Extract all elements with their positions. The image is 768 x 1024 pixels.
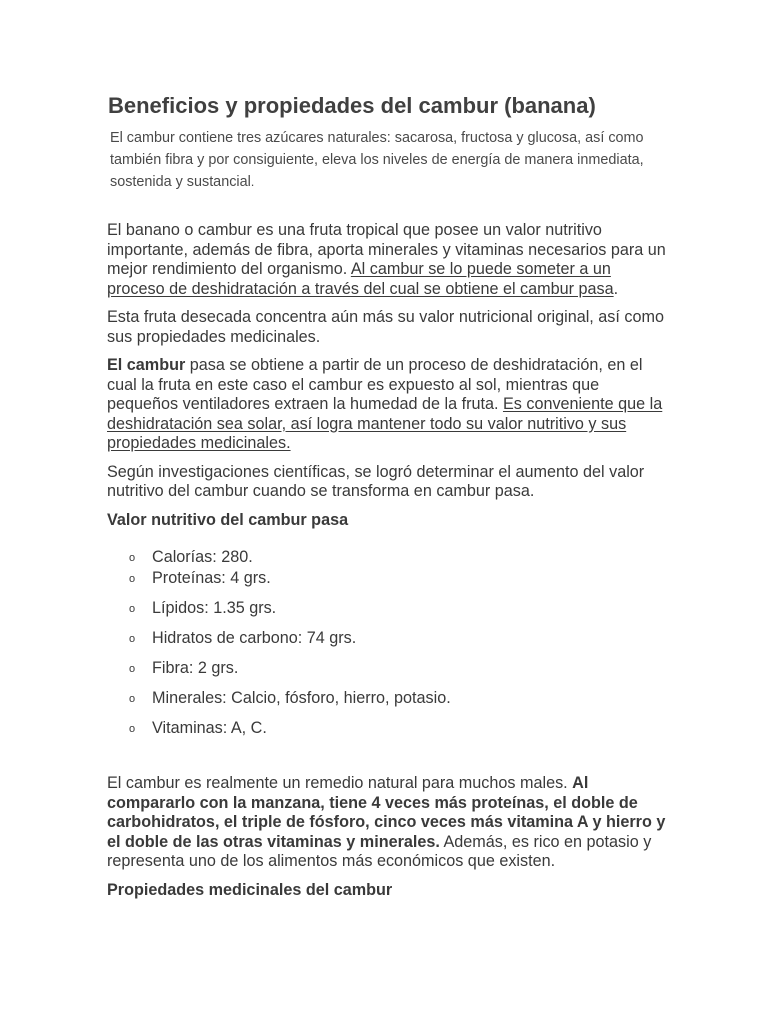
- paragraph-research: Según investigaciones científicas, se logró determinar el aumento del valor nutritivo del cambur cuando se transforma en cambur pasa.: [107, 462, 645, 500]
- paragraph-process: [107, 356, 667, 454]
- document-title: Beneficios y propiedades del cambur (banana): [108, 93, 596, 118]
- solar-dehydration-link[interactable]: Es conveniente que la deshidratación sea solar, así logra mantener todo su valor nutritivo y sus propiedades medicinales.: [107, 395, 663, 452]
- list-item-text: Calorías: 280.: [152, 548, 253, 566]
- bullet-marker: o: [129, 662, 136, 675]
- bullet-marker: o: [129, 632, 136, 645]
- section-heading-nutritional: Valor nutritivo del cambur pasa: [107, 510, 349, 529]
- bullet-marker: o: [129, 552, 136, 564]
- paragraph-remedy-end: Además, es rico en potasio y representa uno de los alimentos más económicos que existen.: [107, 832, 652, 870]
- paragraph-remedy-text: El cambur es realmente un remedio natural para muchos males.: [107, 774, 573, 792]
- list-item-text: Lípidos: 1.35 grs.: [152, 598, 277, 617]
- list-item: [107, 599, 667, 619]
- lead-period: .: [250, 174, 255, 189]
- list-item: [107, 689, 667, 709]
- paragraph-dried-fruit: Esta fruta desecada concentra aún más su valor nutricional original, así como sus propiedades medicinales.: [107, 308, 664, 346]
- list-item-text: Fibra: 2 grs.: [152, 658, 239, 677]
- paragraph-intro: [107, 221, 667, 299]
- paragraph-intro-end: .: [613, 279, 619, 298]
- process-bold-term: El cambur: [107, 356, 186, 374]
- list-item-text: Vitaminas: A, C.: [152, 718, 267, 737]
- list-item-text: Hidratos de carbono: 74 grs.: [152, 628, 357, 647]
- document-page: [107, 92, 667, 900]
- lead-text: El cambur contiene tres azúcares naturales: sacarosa, fructosa y glucosa, así como también fibra y por consiguiente, eleva los niveles de energía de manera inmediata, sostenida y sustancial: [110, 130, 644, 190]
- closing-section: [107, 774, 667, 900]
- lead-summary: [110, 127, 658, 193]
- paragraph-intro-text: El banano o cambur es una fruta tropical que posee un valor nutritivo importante, además de fibra, aporta minerales y vitaminas necesarios para un mejor rendimiento del organismo.: [107, 221, 666, 278]
- article-body: [107, 221, 667, 900]
- bullet-marker: o: [129, 572, 136, 585]
- paragraph-remedy: [107, 774, 667, 872]
- list-item: [107, 548, 667, 568]
- section-heading-medicinal: Propiedades medicinales del cambur: [107, 880, 393, 899]
- comparison-bold-text: Al compararlo con la manzana, tiene 4 veces más proteínas, el doble de carbohidratos, el triple de fósforo, cinco veces más vitamina A y hierro y el doble de las otras vitaminas y minerales.: [107, 774, 666, 851]
- bullet-marker: o: [129, 722, 136, 735]
- list-item: [107, 629, 667, 649]
- list-item: [107, 719, 667, 739]
- paragraph-process-text: pasa se obtiene a partir de un proceso de deshidratación, en el cual la fruta en este caso el cambur es expuesto al sol, mientras que pequeños ventiladores extraen la humedad de la fruta.: [107, 356, 643, 413]
- list-item-text: Minerales: Calcio, fósforo, hierro, potasio.: [152, 688, 451, 707]
- bullet-marker: o: [129, 692, 136, 705]
- nutrition-list: [107, 548, 667, 738]
- dehydration-link[interactable]: Al cambur se lo puede someter a un proceso de deshidratación a través del cual se obtiene el cambur pasa: [107, 260, 614, 298]
- list-item-text: Proteínas: 4 grs.: [152, 568, 271, 587]
- bullet-marker: o: [129, 602, 136, 615]
- list-item: [107, 659, 667, 679]
- list-item: [107, 569, 667, 589]
